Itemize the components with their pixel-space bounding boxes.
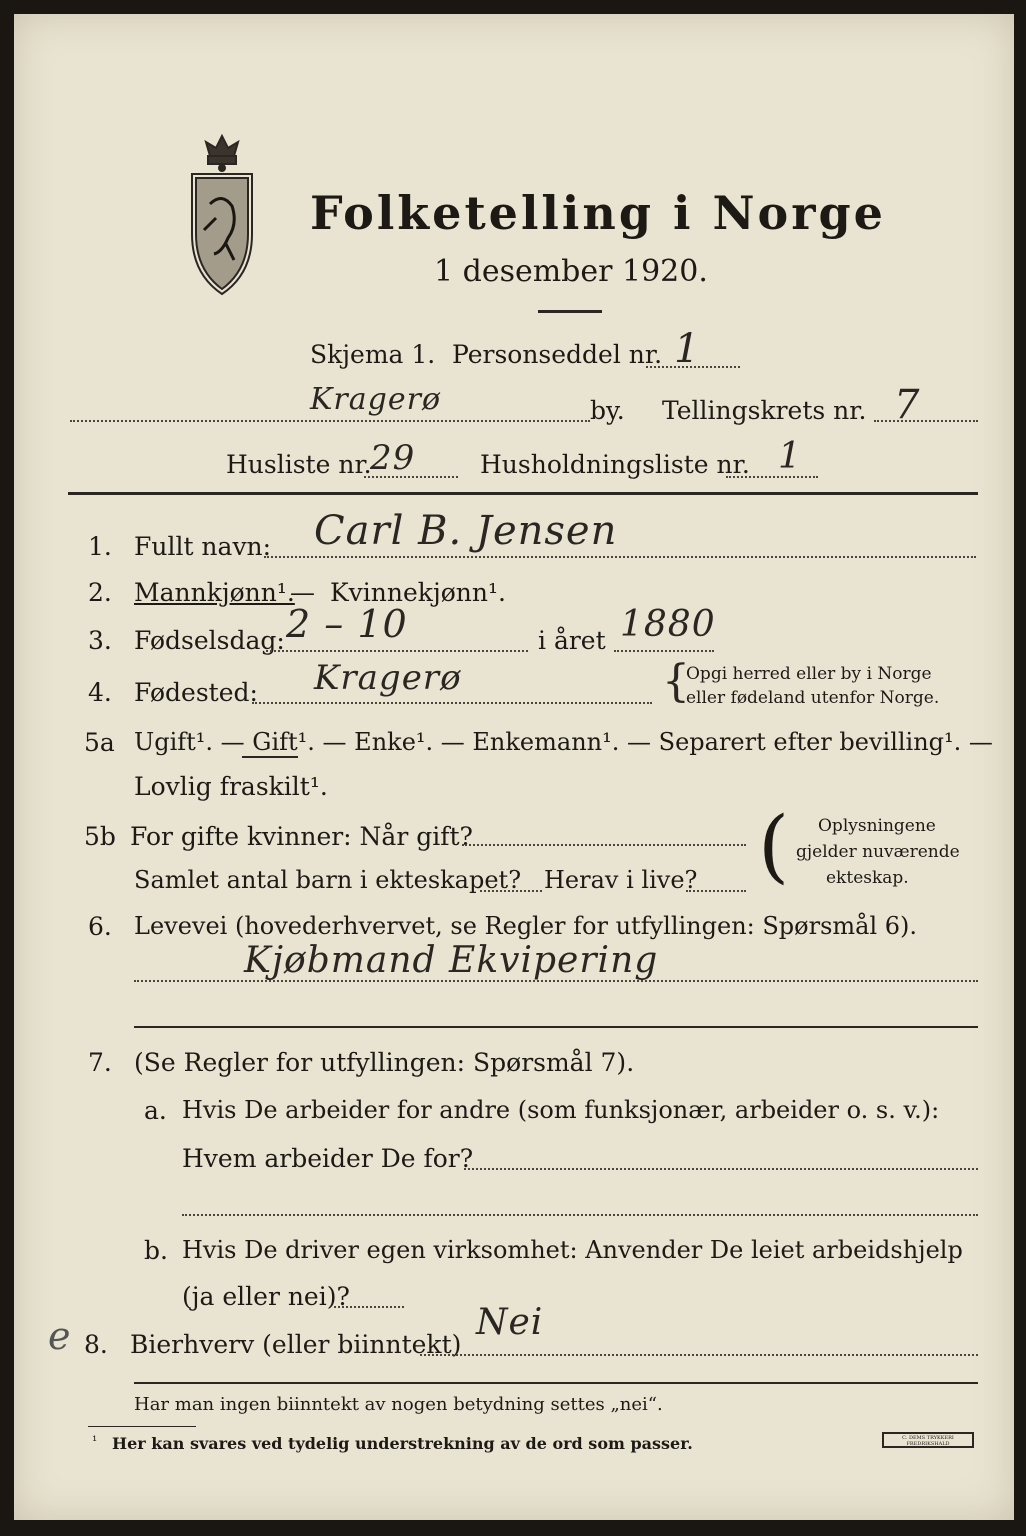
q2-separator: — xyxy=(290,578,315,607)
q7a-line2: Hvem arbeider De for? xyxy=(182,1144,474,1173)
q7a-line1: Hvis De arbeider for andre (som funksjonær, arbeider o. s. v.): xyxy=(182,1096,940,1124)
q5b-label-alive: Herav i live? xyxy=(544,866,698,894)
q5a-number: 5a xyxy=(84,728,115,757)
q7b-line1: Hvis De driver egen virksomhet: Anvender De leiet arbeidshjelp xyxy=(182,1236,963,1264)
q1-full-name-value: Carl B. Jensen xyxy=(314,508,618,554)
q7a-letter: a. xyxy=(144,1096,167,1125)
q7b-field-line xyxy=(334,1306,404,1308)
footnote-text: Her kan svares ved tydelig understrekning av de ord som passer. xyxy=(112,1434,693,1453)
q2-number: 2. xyxy=(88,578,112,607)
q2-male-option: Mannkjønn¹. xyxy=(134,578,295,607)
tellingskrets-label: Tellingskrets nr. xyxy=(662,396,867,425)
q5a-gift-underline xyxy=(242,756,298,758)
husholdning-value: 1 xyxy=(778,436,802,477)
q7-number: 7. xyxy=(88,1048,112,1077)
q5b-label-children: Samlet antal barn i ekteskapet? xyxy=(134,866,522,894)
personseddel-value: 1 xyxy=(674,326,701,372)
q3-birthyear-value: 1880 xyxy=(620,604,716,645)
q4-label: Fødested: xyxy=(134,678,258,707)
by-label: by. xyxy=(590,396,625,425)
q5a-line2: Lovlig fraskilt¹. xyxy=(134,772,328,801)
q5b-children-field-line xyxy=(480,890,542,892)
footnote-mark: ¹ xyxy=(92,1434,98,1449)
tellingskrets-field-line xyxy=(874,420,978,422)
by-field-line xyxy=(70,420,590,422)
by-value: Kragerø xyxy=(310,382,441,417)
footer-note: Har man ingen biinntekt av nogen betydning settes „nei“. xyxy=(134,1394,663,1415)
q1-label: Fullt navn: xyxy=(134,532,272,561)
q5b-number: 5b xyxy=(84,822,116,851)
q6-number: 6. xyxy=(88,912,112,941)
q5b-note-line1: Oplysningene xyxy=(818,816,936,836)
title-divider xyxy=(538,310,602,313)
q5b-alive-field-line xyxy=(686,890,746,892)
q3-birthdate-value: 2 – 10 xyxy=(286,602,408,646)
q4-number: 4. xyxy=(88,678,112,707)
q5b-label-married: For gifte kvinner: Når gift? xyxy=(130,822,473,851)
q3-date-field-line xyxy=(266,650,528,652)
q7-label: (Se Regler for utfyllingen: Spørsmål 7). xyxy=(134,1048,635,1077)
q7a-field-line-1 xyxy=(464,1168,978,1170)
q4-field-line xyxy=(252,702,652,704)
skjema-label: Skjema 1. xyxy=(310,340,436,369)
census-form-sheet xyxy=(14,14,1014,1520)
q6-field-line-2 xyxy=(134,1026,978,1028)
q4-note-line2: eller fødeland utenfor Norge. xyxy=(686,688,940,708)
q5b-note-line2: gjelder nuværende xyxy=(796,842,960,862)
tellingskrets-value: 7 xyxy=(894,382,921,428)
header-rule xyxy=(68,492,978,495)
q4-birthplace-value: Kragerø xyxy=(314,658,462,698)
form-title: Folketelling i Norge xyxy=(310,186,886,240)
q8-field-line xyxy=(420,1354,978,1356)
q3-label: Fødselsdag: xyxy=(134,626,285,655)
husholdning-field-line xyxy=(726,476,818,478)
q8-label: Bierhverv (eller biinntekt) xyxy=(130,1330,462,1359)
printer-stamp: C. DEMS TRYKKERI FREDRIKSHALD xyxy=(882,1432,974,1448)
q8-margin-mark: e xyxy=(48,1314,72,1358)
q4-brace: { xyxy=(662,656,690,707)
q5a-marital-options: Ugift¹. — Gift¹. — Enke¹. — Enkemann¹. — Separert efter bevilling¹. — xyxy=(134,728,993,756)
husliste-label: Husliste nr. xyxy=(226,450,372,479)
q8-number: 8. xyxy=(84,1330,108,1359)
census-date: 1 desember 1920. xyxy=(434,254,708,289)
q5b-brace: ( xyxy=(758,799,790,892)
q1-field-line xyxy=(264,556,976,558)
footnote-rule xyxy=(88,1426,196,1427)
q7b-letter: b. xyxy=(144,1236,168,1265)
q3-year-field-line xyxy=(614,650,714,652)
q6-occupation-value: Kjøbmand Ekvipering xyxy=(244,940,659,981)
husholdning-label: Husholdningsliste nr. xyxy=(480,450,750,479)
personseddel-label: Personseddel nr. xyxy=(452,340,663,369)
q7a-field-line-2 xyxy=(182,1214,978,1216)
q6-label: Levevei (hovederhvervet, se Regler for utfyllingen: Spørsmål 6). xyxy=(134,912,918,940)
q5b-note-line3: ekteskap. xyxy=(826,868,909,888)
norwegian-coat-of-arms-icon xyxy=(182,134,262,304)
q3-number: 3. xyxy=(88,626,112,655)
q1-number: 1. xyxy=(88,532,112,561)
q2-female-option: Kvinnekjønn¹. xyxy=(330,578,506,607)
q4-note-line1: Opgi herred eller by i Norge xyxy=(686,664,932,684)
q7b-line2: (ja eller nei)? xyxy=(182,1282,350,1311)
husliste-value: 29 xyxy=(370,438,416,478)
q8-secondary-income-value: Nei xyxy=(476,1302,544,1343)
q3-year-label: i året xyxy=(538,626,606,655)
footer-rule xyxy=(134,1382,978,1384)
q5b-married-field-line xyxy=(462,844,746,846)
